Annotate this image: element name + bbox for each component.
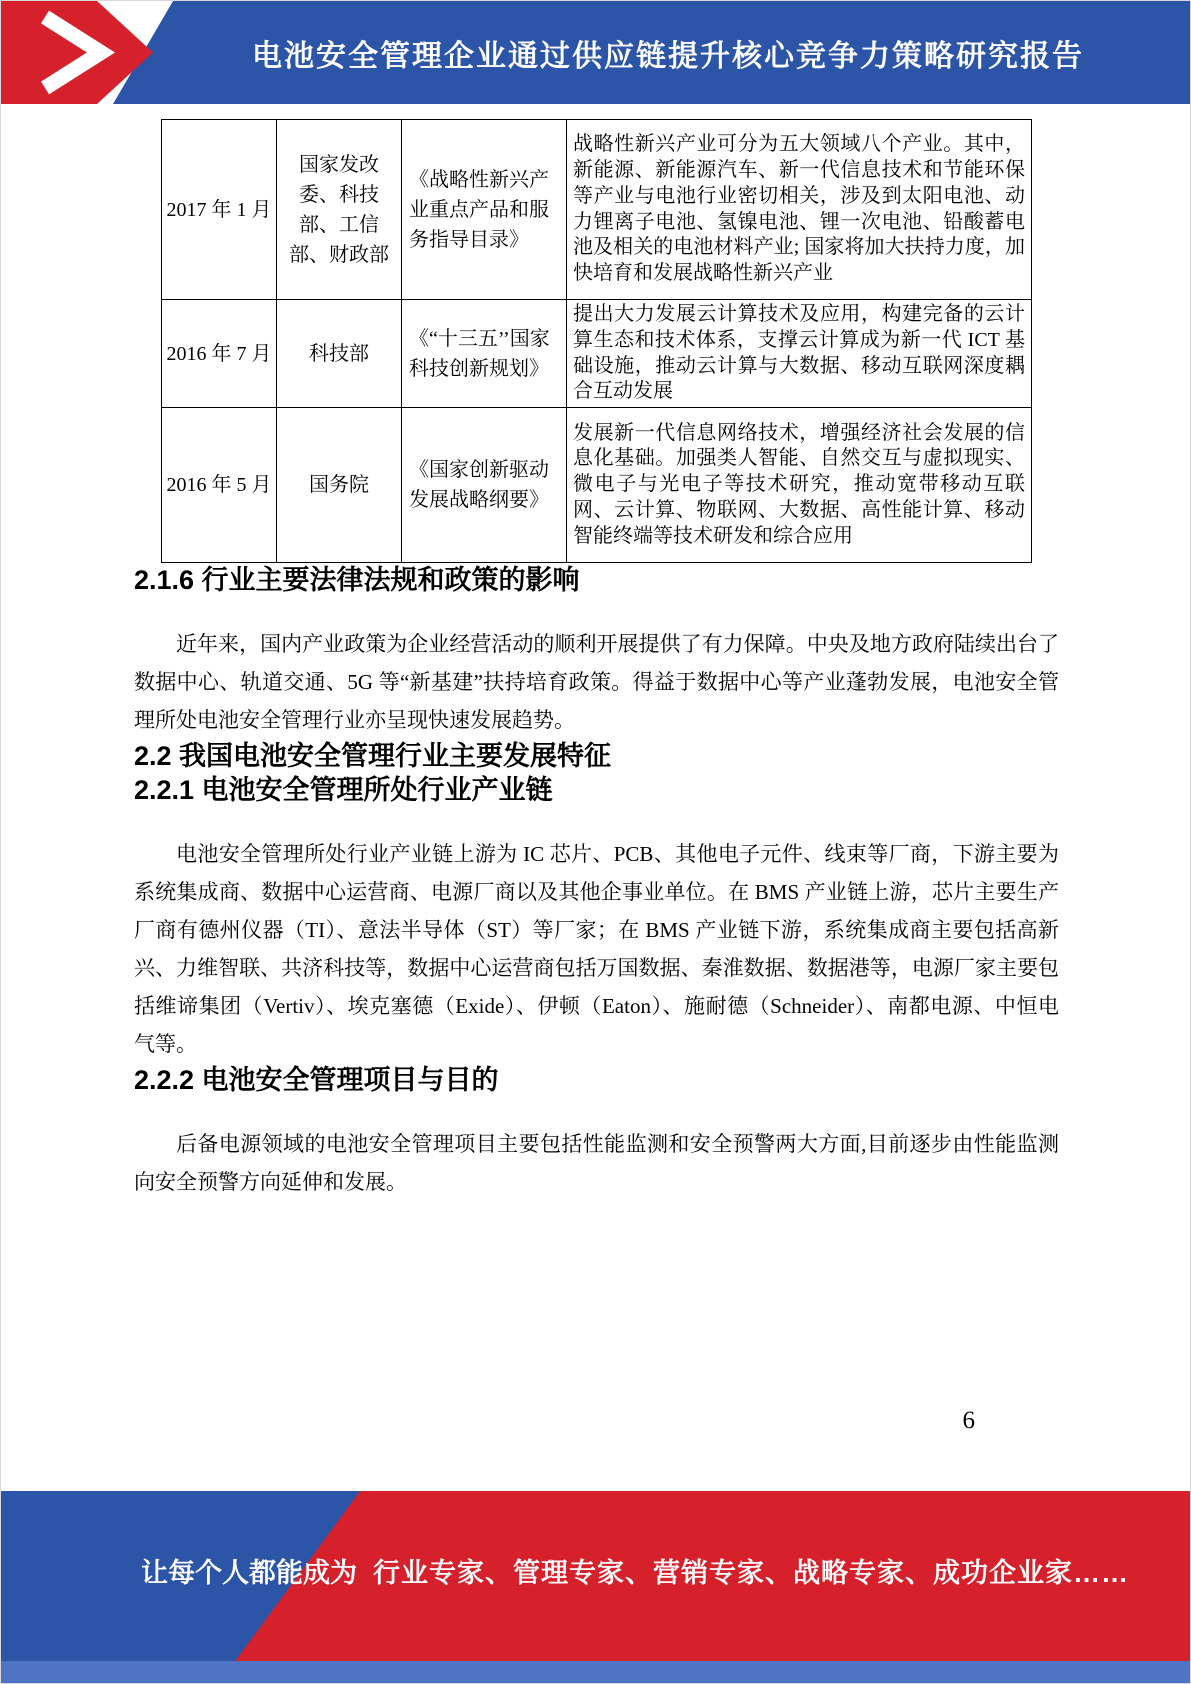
section-heading-2-2-2: 2.2.2 电池安全管理项目与目的 — [134, 1065, 499, 1096]
policy-issuer: 科技部 — [277, 300, 402, 408]
page-number: 6 — [962, 1407, 975, 1434]
page-header — [1, 1, 1190, 104]
section-heading-2-2: 2.2 我国电池安全管理行业主要发展特征 — [134, 741, 612, 772]
policy-content: 发展新一代信息网络技术，增强经济社会发展的信息化基础。加强类人智能、自然交互与虚拟现实、微电子与光电子等技术研究，推动宽带移动互联网、云计算、物联网、大数据、高性能计算、移动智能终端等技术研发和综合应用 — [567, 408, 1032, 563]
section-heading-2-2-1: 2.2.1 电池安全管理所处行业产业链 — [134, 775, 553, 806]
header-arrow-icon — [1, 1, 201, 104]
table-row — [162, 120, 1032, 300]
policy-content: 战略性新兴产业可分为五大领域八个产业。其中，新能源、新能源汽车、新一代信息技术和节能环保等产业与电池行业密切相关，涉及到太阳电池、动力锂离子电池、氢镍电池、锂一次电池、铅酸蓄电池及相关的电池材料产业; 国家将加大扶持力度，加快培育和发展战略性新兴产业 — [567, 120, 1032, 300]
footer-slogan-right: 行业专家、管理专家、营销专家、战略专家、成功企业家…… — [373, 1558, 1129, 1588]
footer-slogan-left: 让每个人都能成为 — [141, 1558, 357, 1588]
table-row — [162, 408, 1032, 563]
table-row — [162, 300, 1032, 408]
page-content — [134, 119, 1059, 1201]
policy-date: 2016 年 7 月 — [162, 300, 277, 408]
policy-title: 《国家创新驱动发展战略纲要》 — [402, 408, 567, 563]
report-title: 电池安全管理企业通过供应链提升核心竞争力策略研究报告 — [252, 39, 1084, 73]
policy-date: 2017 年 1 月 — [162, 120, 277, 300]
paragraph-2-1-6: 近年来，国内产业政策为企业经营活动的顺利开展提供了有力保障。中央及地方政府陆续出台了数据中心、轨道交通、5G 等“新基建”扶持培育政策。得益于数据中心等产业蓬勃发展，电池安全管理所处电池安全管理行业亦呈现快速发展趋势。 — [134, 632, 1059, 733]
policy-title: 《战略性新兴产业重点产品和服务指导目录》 — [402, 120, 567, 300]
paragraph-2-2-2: 后备电源领域的电池安全管理项目主要包括性能监测和安全预警两大方面,目前逐步由性能监测向安全预警方向延伸和发展。 — [134, 1132, 1059, 1195]
policy-title: 《“十三五’’国家科技创新规划》 — [402, 300, 567, 408]
policy-table — [161, 119, 1032, 563]
footer-bottom-strip — [1, 1661, 1190, 1683]
policy-issuer: 国务院 — [277, 408, 402, 563]
policy-date: 2016 年 5 月 — [162, 408, 277, 563]
page-footer — [1, 1491, 1190, 1683]
paragraph-2-2-1: 电池安全管理所处行业产业链上游为 IC 芯片、PCB、其他电子元件、线束等厂商，下游主要为系统集成商、数据中心运营商、电源厂商以及其他企事业单位。在 BMS 产业链上游，芯片主要生产厂商有德州仪器（TI）、意法半导体（ST）等厂家；在 BMS 产业链下游，系统集成商主要包括高新兴、力维智联、共济科技等，数据中心运营商包括万国数据、秦淮数据、数据港等，电源厂家主要包括维谛集团（Vertiv）、埃克塞德（Exide）、伊顿（Eaton）、施耐德（Schneider）、南都电源、中恒电气等。 — [134, 842, 1059, 1057]
section-heading-2-1-6: 2.1.6 行业主要法律法规和政策的影响 — [134, 565, 580, 596]
policy-issuer: 国家发改委、科技部、工信部、财政部 — [277, 120, 402, 300]
policy-content: 提出大力发展云计算技术及应用，构建完备的云计算生态和技术体系，支撑云计算成为新一代 ICT 基础设施，推动云计算与大数据、移动互联网深度耦合互动发展 — [567, 300, 1032, 408]
